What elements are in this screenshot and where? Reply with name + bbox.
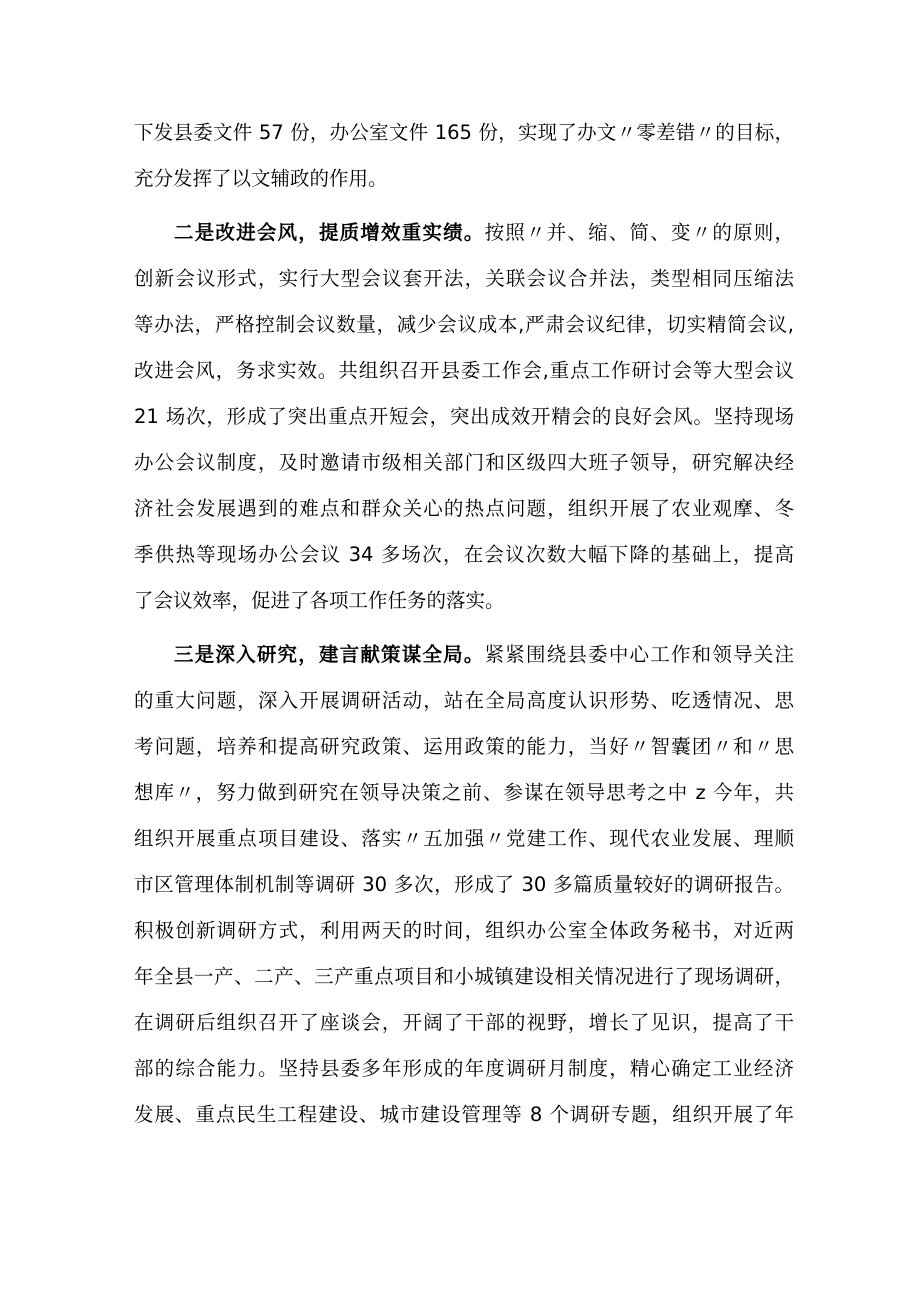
text-line: 年全县一产、二产、三产重点项目和小城镇建设相关情况进行了现场调研， <box>134 965 794 988</box>
text-line: 市区管理体制机制等调研 30 多次，形成了 30 多篇质量较好的调研报告。 <box>134 873 794 896</box>
text-line: 下发县委文件 57 份，办公室文件 165 份，实现了办文〃零差错〃的目标， <box>134 121 794 144</box>
text-line: 考问题，培养和提高研究政策、运用政策的能力，当好〃智囊团〃和〃思 <box>134 735 794 758</box>
text-line: 创新会议形式，实行大型会议套开法，关联会议合并法，类型相同压缩法 <box>134 267 794 290</box>
text-line: 想库〃，努力做到研究在领导决策之前、参谋在领导思考之中 z 今年，共 <box>134 781 794 804</box>
paragraph-heading: 三是深入研究，建言献策谋全局。 <box>174 643 485 666</box>
text-line: 发展、重点民生工程建设、城市建设管理等 8 个调研专题，组织开展了年 <box>134 1103 794 1126</box>
paragraph-first-line <box>174 210 794 256</box>
text-line: 办公会议制度，及时邀请市级相关部门和区级四大班子领导，研究解决经 <box>134 451 794 474</box>
paragraph-heading: 二是改进会风，提质增效重实绩。 <box>174 221 485 244</box>
text-line: 季供热等现场办公会议 34 多场次，在会议次数大幅下降的基础上，提高 <box>134 543 794 566</box>
text-line: 改进会风，务求实效。共组织召开县委工作会,重点工作研讨会等大型会议 <box>134 359 794 382</box>
text-line: 21 场次，形成了突出重点开短会，突出成效开精会的良好会风。坚持现场 <box>134 405 794 428</box>
text-line: 了会议效率，促进了各项工作任务的落实。 <box>134 589 505 612</box>
text-line: 充分发挥了以文辅政的作用。 <box>134 167 388 190</box>
text-span: 紧紧围绕县委中心工作和领导关注 <box>484 643 794 666</box>
text-line: 的重大问题，深入开展调研活动，站在全局高度认识形势、吃透情况、思 <box>134 689 794 712</box>
text-line: 组织开展重点项目建设、落实〃五加强〃党建工作、现代农业发展、理顺 <box>134 827 794 850</box>
paragraph-first-line <box>174 632 794 678</box>
text-line: 积极创新调研方式，利用两天的时间，组织办公室全体政务秘书，对近两 <box>134 919 794 942</box>
text-line: 在调研后组织召开了座谈会，开阔了干部的视野，增长了见识，提高了干 <box>134 1011 794 1034</box>
text-span: 按照〃并、缩、简、变〃的原则， <box>484 221 794 244</box>
text-line: 济社会发展遇到的难点和群众关心的热点问题，组织开展了农业观摩、冬 <box>134 497 794 520</box>
text-line: 等办法，严格控制会议数量，减少会议成本,严肃会议纪律，切实精简会议, <box>134 313 794 336</box>
text-line: 部的综合能力。坚持县委多年形成的年度调研月制度，精心确定工业经济 <box>134 1057 794 1080</box>
